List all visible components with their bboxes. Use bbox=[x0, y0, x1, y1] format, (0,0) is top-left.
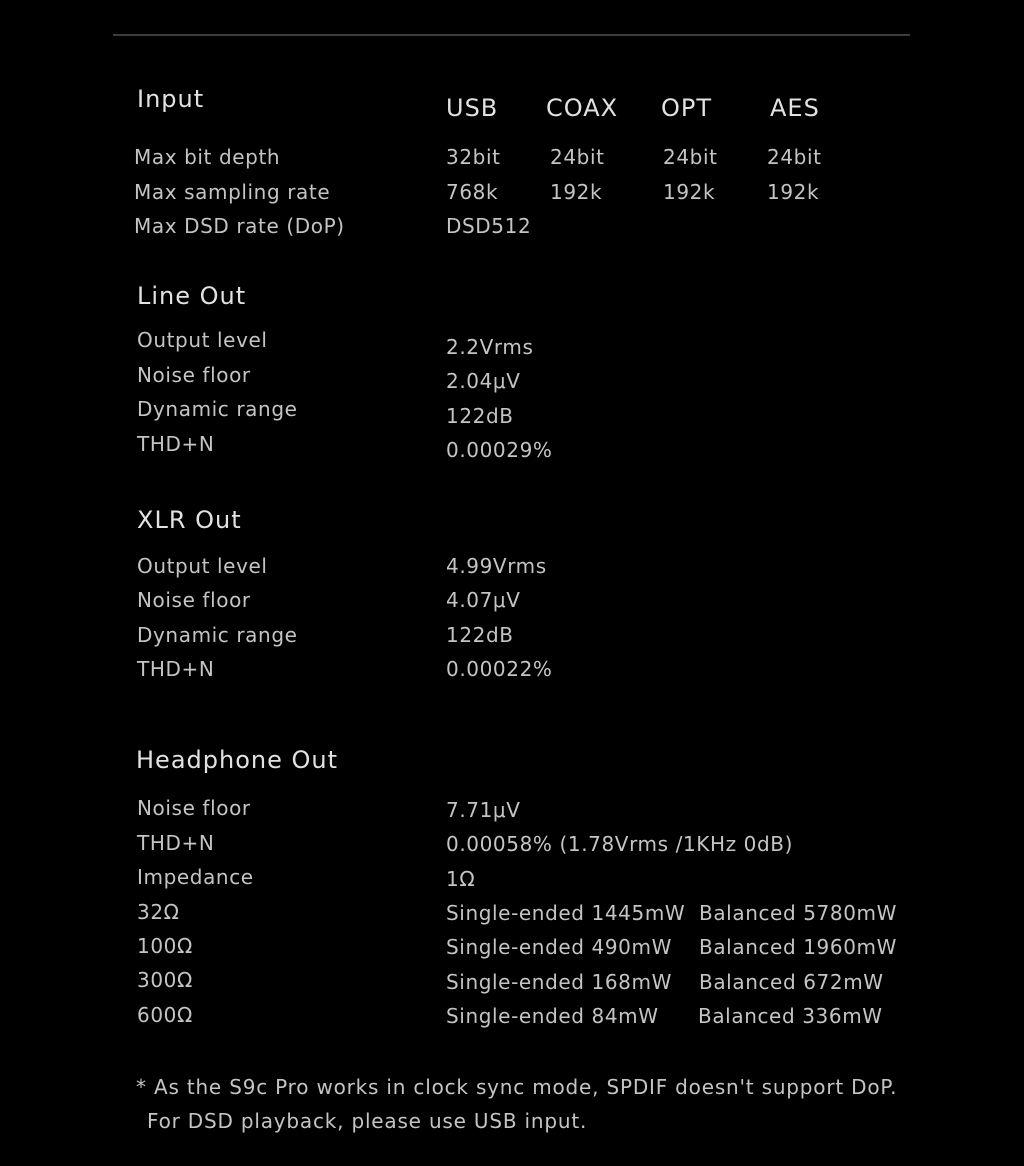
headphone-value-thd-n: 0.00058% (1.78Vrms /1KHz 0dB) bbox=[446, 832, 794, 856]
spec-value-coax-sampling-rate: 192k bbox=[550, 180, 603, 204]
headphone-value-32-ohm-single-ended: Single-ended 1445mW bbox=[446, 901, 686, 925]
spec-value-usb-bit-depth: 32bit bbox=[446, 145, 501, 169]
spec-value-usb-dsd-rate: DSD512 bbox=[446, 214, 532, 238]
headphone-value-noise-floor: 7.71μV bbox=[446, 798, 521, 822]
headphone-value-impedance: 1Ω bbox=[446, 867, 476, 891]
input-section-title: Input bbox=[137, 85, 205, 113]
headphone-value-600-ohm-balanced: Balanced 336mW bbox=[698, 1004, 883, 1028]
xlr-out-label-dynamic-range: Dynamic range bbox=[137, 623, 298, 647]
spec-label-max-dsd-rate: Max DSD rate (DoP) bbox=[134, 214, 345, 238]
xlr-out-label-noise-floor: Noise floor bbox=[137, 588, 251, 612]
headphone-label-32-ohm: 32Ω bbox=[137, 900, 180, 924]
xlr-out-value-thd-n: 0.00022% bbox=[446, 657, 553, 681]
spec-value-coax-bit-depth: 24bit bbox=[550, 145, 605, 169]
line-out-value-dynamic-range: 122dB bbox=[446, 404, 514, 428]
line-out-label-output-level: Output level bbox=[137, 328, 268, 352]
headphone-value-100-ohm-single-ended: Single-ended 490mW bbox=[446, 935, 672, 959]
line-out-label-noise-floor: Noise floor bbox=[137, 363, 251, 387]
headphone-label-impedance: Impedance bbox=[137, 865, 254, 889]
headphone-label-300-ohm: 300Ω bbox=[137, 968, 193, 992]
headphone-label-100-ohm: 100Ω bbox=[137, 934, 193, 958]
spec-value-aes-bit-depth: 24bit bbox=[767, 145, 822, 169]
line-out-value-thd-n: 0.00029% bbox=[446, 438, 553, 462]
spec-value-usb-sampling-rate: 768k bbox=[446, 180, 499, 204]
xlr-out-section-title: XLR Out bbox=[137, 506, 242, 534]
headphone-value-300-ohm-single-ended: Single-ended 168mW bbox=[446, 970, 672, 994]
spec-value-aes-sampling-rate: 192k bbox=[767, 180, 820, 204]
footnote-line-2: For DSD playback, please use USB input. bbox=[147, 1109, 588, 1133]
headphone-out-section-title: Headphone Out bbox=[136, 746, 338, 774]
top-divider bbox=[113, 34, 910, 36]
xlr-out-value-dynamic-range: 122dB bbox=[446, 623, 514, 647]
line-out-value-output-level: 2.2Vrms bbox=[446, 335, 534, 359]
spec-label-max-bit-depth: Max bit depth bbox=[134, 145, 281, 169]
headphone-value-32-ohm-balanced: Balanced 5780mW bbox=[699, 901, 897, 925]
column-header-coax: COAX bbox=[546, 94, 619, 122]
headphone-label-thd-n: THD+N bbox=[137, 831, 215, 855]
line-out-label-thd-n: THD+N bbox=[137, 432, 215, 456]
xlr-out-label-output-level: Output level bbox=[137, 554, 268, 578]
xlr-out-value-noise-floor: 4.07μV bbox=[446, 588, 521, 612]
column-header-aes: AES bbox=[770, 94, 820, 122]
spec-value-opt-sampling-rate: 192k bbox=[663, 180, 716, 204]
line-out-value-noise-floor: 2.04μV bbox=[446, 369, 521, 393]
headphone-value-300-ohm-balanced: Balanced 672mW bbox=[699, 970, 884, 994]
headphone-label-noise-floor: Noise floor bbox=[137, 796, 251, 820]
column-header-opt: OPT bbox=[661, 94, 713, 122]
spec-label-max-sampling-rate: Max sampling rate bbox=[134, 180, 331, 204]
headphone-label-600-ohm: 600Ω bbox=[137, 1003, 193, 1027]
xlr-out-value-output-level: 4.99Vrms bbox=[446, 554, 547, 578]
column-header-usb: USB bbox=[446, 94, 499, 122]
headphone-value-100-ohm-balanced: Balanced 1960mW bbox=[699, 935, 897, 959]
spec-value-opt-bit-depth: 24bit bbox=[663, 145, 718, 169]
headphone-value-600-ohm-single-ended: Single-ended 84mW bbox=[446, 1004, 659, 1028]
footnote-line-1: * As the S9c Pro works in clock sync mode, SPDIF doesn't support DoP. bbox=[136, 1075, 898, 1099]
xlr-out-label-thd-n: THD+N bbox=[137, 657, 215, 681]
line-out-section-title: Line Out bbox=[137, 282, 247, 310]
line-out-label-dynamic-range: Dynamic range bbox=[137, 397, 298, 421]
